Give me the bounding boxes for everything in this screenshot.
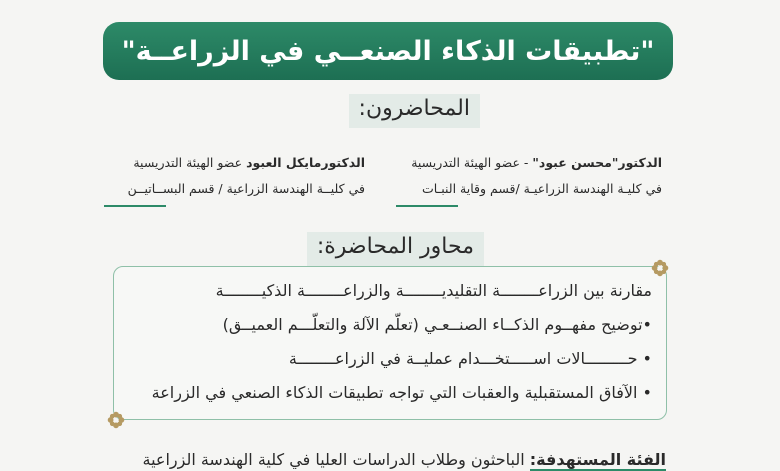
page-title: "تطبيقات الذكاء الصنعــي في الزراعــة" (121, 35, 655, 67)
list-item: • حـــــــــالات اســـــتخـــدام عمليــة في الزراعــــــــة (288, 349, 652, 368)
list-item: • الآفاق المستقبلية والعقبات التي تواجه تطبيقات الذكاء الصنعي في الزراعة (151, 383, 652, 402)
speaker-1-role: - عضو الهيئة التدريسية (411, 155, 533, 170)
axes-heading: محاور المحاضرة: (307, 232, 484, 266)
speaker-1-underline (396, 205, 458, 207)
speaker-2-underline (104, 205, 166, 207)
axes-list (122, 274, 652, 410)
target-value: الباحثون وطلاب الدراسات العليا في كلية الهندسة الزراعية (142, 450, 530, 469)
speaker-card-2 (128, 150, 365, 202)
speaker-1-name: الدكتور"محسن عبود" (532, 155, 662, 170)
speaker-2-name: الدكتورمايكل العبود (246, 155, 365, 170)
target-audience (142, 450, 666, 469)
speaker-2-role: عضو الهيئة التدريسية (133, 155, 247, 170)
flower-ornament-icon (651, 259, 669, 277)
list-item: مقارنة بين الزراعــــــــة التقليديــــــــة والزراعــــــــة الذكيــــــــة (215, 281, 652, 300)
list-item: •توضيح مفهــوم الذكــاء الصنــعـي (تعلّم الآلة والتعلّـــم العميــق) (222, 315, 652, 334)
speaker-2-affiliation: في كليــة الهندسة الزراعية / قسم البســاتيــن (127, 181, 365, 196)
target-label: الفئة المستهدفة: (529, 450, 666, 469)
flower-ornament-icon (107, 411, 125, 429)
speaker-card-1 (411, 150, 662, 202)
speaker-1-affiliation: في كليـة الهندسة الزراعيـة /قسم وقاية النبـات (421, 181, 662, 196)
lecturers-heading: المحاضرون: (349, 94, 480, 128)
title-banner (103, 22, 673, 80)
